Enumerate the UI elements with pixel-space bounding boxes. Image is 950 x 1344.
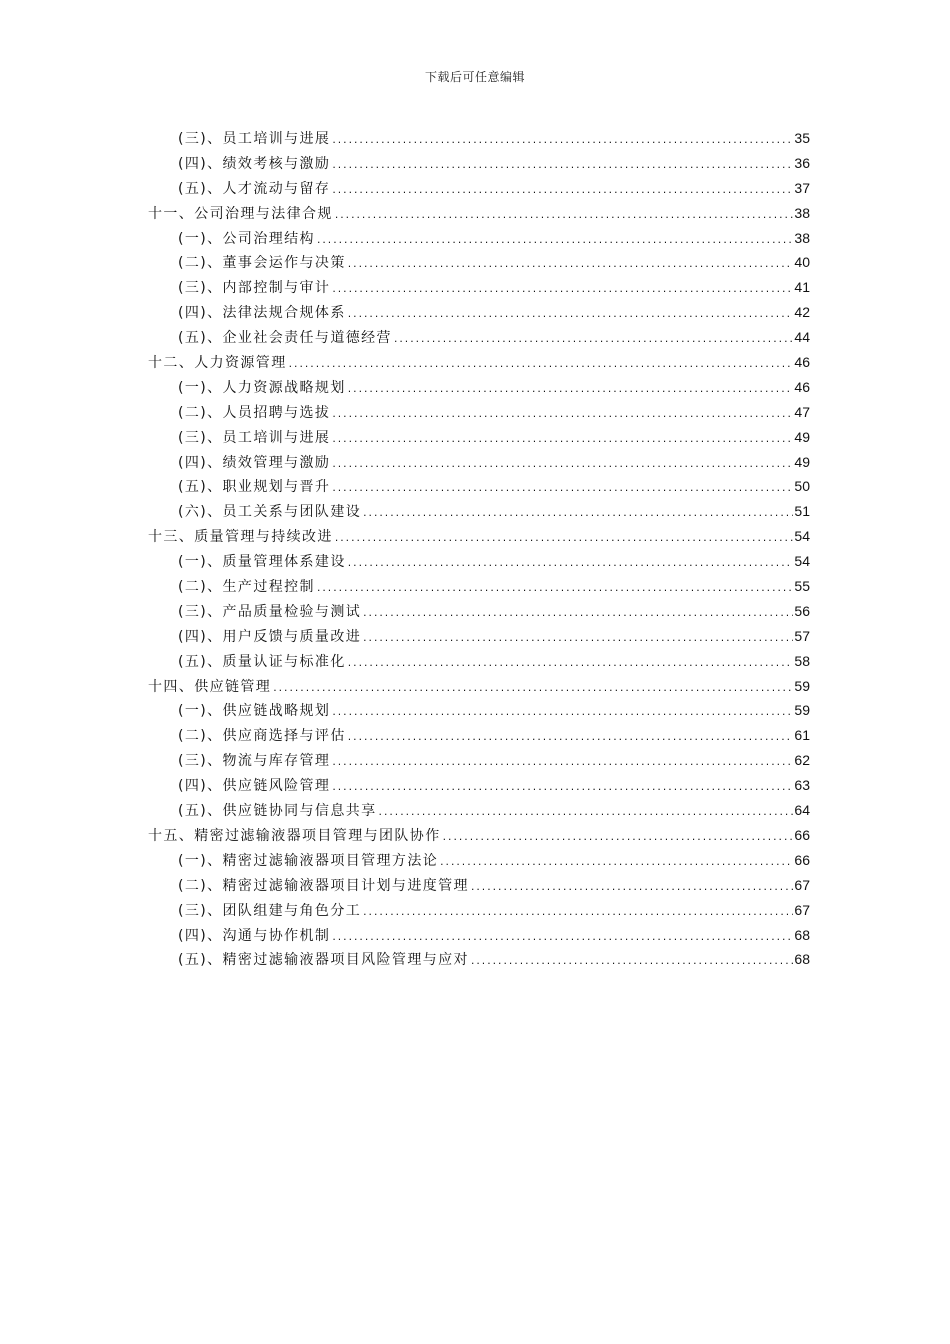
toc-dot-leader	[442, 826, 794, 851]
toc-section-entry[interactable]	[148, 549, 810, 574]
toc-entry-title: (五)、企业社会责任与道德经营	[178, 330, 392, 347]
toc-section-entry[interactable]	[148, 574, 810, 599]
toc-page-number: 64	[794, 802, 810, 819]
toc-page-number: 36	[794, 154, 810, 171]
toc-section-entry[interactable]	[148, 723, 810, 748]
toc-section-entry[interactable]	[148, 250, 810, 275]
toc-section-entry[interactable]	[148, 499, 810, 524]
toc-entry-title: (四)、沟通与协作机制	[178, 927, 331, 944]
toc-entry-title: (二)、供应商选择与评估	[178, 728, 346, 745]
toc-entry-title: (三)、团队组建与角色分工	[178, 902, 362, 919]
toc-section-entry[interactable]	[148, 375, 810, 400]
toc-entry-title: 十五、精密过滤输液器项目管理与团队协作	[148, 827, 441, 844]
toc-entry-title: (五)、供应链协同与信息共享	[178, 803, 377, 820]
toc-dot-leader	[331, 701, 793, 726]
toc-section-entry[interactable]	[148, 798, 810, 823]
toc-dot-leader	[331, 428, 793, 453]
toc-page-number: 40	[794, 254, 810, 271]
toc-dot-leader	[362, 901, 793, 926]
toc-entry-title: 十二、人力资源管理	[148, 355, 287, 372]
toc-entry-title: (一)、质量管理体系建设	[178, 554, 346, 571]
toc-entry-title: (四)、法律法规合规体系	[178, 305, 346, 322]
toc-section-entry[interactable]	[148, 275, 810, 300]
toc-entry-title: (三)、内部控制与审计	[178, 280, 331, 297]
toc-dot-leader	[272, 677, 793, 702]
toc-page-number: 58	[794, 652, 810, 669]
toc-dot-leader	[347, 378, 794, 403]
toc-entry-title: (三)、产品质量检验与测试	[178, 603, 362, 620]
toc-page-number: 68	[794, 951, 810, 968]
toc-dot-leader	[378, 801, 794, 826]
toc-chapter-entry[interactable]	[148, 201, 810, 226]
toc-entry-title: 十一、公司治理与法律合规	[148, 205, 333, 222]
toc-dot-leader	[439, 851, 793, 876]
toc-dot-leader	[362, 502, 793, 527]
toc-entry-title: 十三、质量管理与持续改进	[148, 529, 333, 546]
toc-entry-title: (一)、精密过滤输液器项目管理方法论	[178, 852, 439, 869]
toc-page-number: 66	[794, 851, 810, 868]
toc-entry-title: (五)、人才流动与留存	[178, 180, 331, 197]
toc-page-number: 68	[794, 926, 810, 943]
toc-section-entry[interactable]	[148, 450, 810, 475]
toc-dot-leader	[331, 926, 793, 951]
toc-section-entry[interactable]	[148, 898, 810, 923]
toc-section-entry[interactable]	[148, 748, 810, 773]
toc-section-entry[interactable]	[148, 300, 810, 325]
toc-section-entry[interactable]	[148, 649, 810, 674]
toc-dot-leader	[331, 278, 793, 303]
toc-page-number: 35	[794, 130, 810, 146]
toc-section-entry[interactable]	[148, 474, 810, 499]
toc-page-number: 56	[794, 602, 810, 619]
toc-dot-leader	[347, 726, 794, 751]
toc-entry-title: (六)、员工关系与团队建设	[178, 504, 362, 521]
toc-entry-title: (五)、质量认证与标准化	[178, 653, 346, 670]
toc-dot-leader	[331, 179, 793, 204]
toc-page-number: 49	[794, 453, 810, 470]
toc-section-entry[interactable]	[148, 325, 810, 350]
toc-section-entry[interactable]	[148, 176, 810, 201]
toc-entry-title: (五)、精密过滤输液器项目风险管理与应对	[178, 952, 469, 969]
toc-page-number: 63	[794, 777, 810, 794]
toc-page-number: 42	[794, 304, 810, 321]
toc-chapter-entry[interactable]	[148, 350, 810, 375]
page-header: 下载后可任意编辑	[424, 70, 525, 84]
toc-entry-title: (二)、董事会运作与决策	[178, 255, 346, 272]
toc-section-entry[interactable]	[148, 698, 810, 723]
toc-entry-title: (一)、公司治理结构	[178, 230, 315, 247]
toc-dot-leader	[347, 552, 794, 577]
toc-entry-title: (三)、员工培训与进展	[178, 429, 331, 446]
toc-page-number: 59	[794, 702, 810, 719]
toc-dot-leader	[331, 453, 793, 478]
toc-page-number: 51	[794, 503, 810, 520]
toc-page-number: 38	[794, 229, 810, 246]
toc-page-number: 50	[794, 478, 810, 495]
toc-dot-leader	[331, 154, 793, 179]
toc-page-number: 38	[794, 204, 810, 221]
toc-page-number: 41	[794, 279, 810, 296]
toc-dot-leader	[331, 129, 793, 154]
toc-dot-leader	[331, 751, 793, 776]
toc-dot-leader	[316, 229, 793, 254]
toc-entry-title: (三)、员工培训与进展	[178, 131, 331, 147]
toc-section-entry[interactable]	[148, 773, 810, 798]
toc-page-number: 61	[794, 727, 810, 744]
toc-entry-title: 十四、供应链管理	[148, 678, 272, 695]
toc-page-number: 57	[794, 627, 810, 644]
toc-page-number: 67	[794, 901, 810, 918]
toc-dot-leader	[470, 950, 793, 975]
toc-chapter-entry[interactable]	[148, 674, 810, 699]
toc-dot-leader	[288, 353, 794, 378]
toc-entry-title: (一)、人力资源战略规划	[178, 379, 346, 396]
toc-entry-title: (四)、供应链风险管理	[178, 778, 331, 795]
toc-page-number: 67	[794, 876, 810, 893]
toc-section-entry[interactable]	[148, 624, 810, 649]
table-of-contents	[148, 126, 810, 972]
toc-section-entry[interactable]	[148, 400, 810, 425]
toc-dot-leader	[393, 328, 793, 353]
toc-page-number: 49	[794, 428, 810, 445]
toc-entry-title: (二)、精密过滤输液器项目计划与进度管理	[178, 877, 469, 894]
toc-entry-title: (四)、绩效考核与激励	[178, 155, 331, 172]
toc-page-number: 55	[794, 578, 810, 595]
toc-entry-title: (二)、人员招聘与选拔	[178, 404, 331, 421]
toc-chapter-entry[interactable]	[148, 524, 810, 549]
toc-entry-title: (二)、生产过程控制	[178, 579, 315, 596]
toc-dot-leader	[334, 527, 794, 552]
toc-section-entry[interactable]	[148, 599, 810, 624]
toc-dot-leader	[362, 602, 793, 627]
toc-dot-leader	[316, 577, 793, 602]
toc-page-number: 59	[794, 677, 810, 694]
toc-dot-leader	[347, 253, 794, 278]
toc-page-number: 46	[794, 354, 810, 371]
toc-dot-leader	[347, 303, 794, 328]
toc-entry-title: (四)、绩效管理与激励	[178, 454, 331, 471]
toc-section-entry[interactable]	[148, 947, 810, 972]
toc-dot-leader	[331, 477, 793, 502]
toc-entry-title: (三)、物流与库存管理	[178, 753, 331, 770]
toc-dot-leader	[331, 403, 793, 428]
toc-page-number: 37	[794, 179, 810, 196]
toc-page-number: 54	[794, 528, 810, 545]
toc-page-number: 44	[794, 329, 810, 346]
toc-dot-leader	[331, 776, 793, 801]
toc-page-number: 54	[794, 553, 810, 570]
toc-section-entry[interactable]	[148, 126, 810, 151]
toc-section-entry[interactable]	[148, 848, 810, 873]
toc-section-entry[interactable]	[148, 425, 810, 450]
toc-section-entry[interactable]	[148, 923, 810, 948]
toc-dot-leader	[347, 652, 794, 677]
toc-entry-title: (一)、供应链战略规划	[178, 703, 331, 720]
toc-dot-leader	[362, 627, 793, 652]
toc-page-number: 66	[794, 826, 810, 843]
toc-entry-title: (五)、职业规划与晋升	[178, 479, 331, 496]
toc-dot-leader	[334, 204, 794, 229]
toc-entry-title: (四)、用户反馈与质量改进	[178, 628, 362, 645]
toc-dot-leader	[470, 876, 793, 901]
toc-page-number: 46	[794, 378, 810, 395]
toc-section-entry[interactable]	[148, 226, 810, 251]
toc-page-number: 47	[794, 403, 810, 420]
toc-chapter-entry[interactable]	[148, 823, 810, 848]
toc-page-number: 62	[794, 752, 810, 769]
toc-section-entry[interactable]	[148, 873, 810, 898]
toc-section-entry[interactable]	[148, 151, 810, 176]
